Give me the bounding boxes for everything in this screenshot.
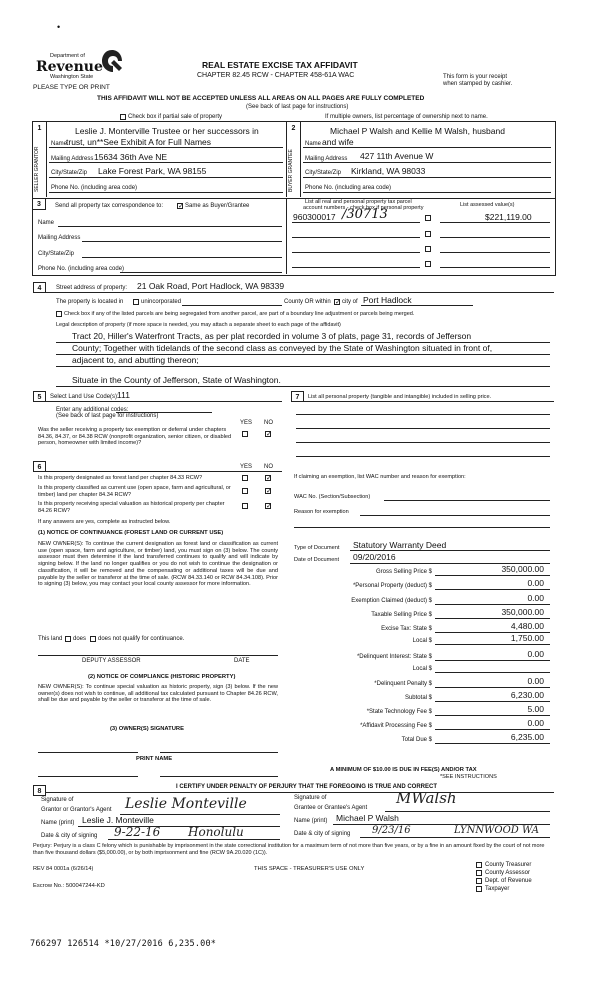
parcel-rule-3: [292, 252, 420, 253]
grantor-name-label: Name (print): [41, 820, 75, 826]
copy-taxpayer-checkbox[interactable]: [476, 886, 482, 892]
owner-signature-label: (3) OWNER(S) SIGNATURE: [110, 726, 184, 732]
copy-county-assessor-label: County Assessor: [485, 870, 531, 876]
notice-2-title: (2) NOTICE OF COMPLIANCE (HISTORIC PROPERTY): [88, 674, 236, 680]
legal-line-3: adjacent to, and abutting thereon;: [72, 355, 199, 365]
section-5-rule: [46, 401, 282, 402]
grantor-date: 9-22-16: [114, 825, 161, 839]
grantor-date-label: Date & city of signing: [41, 833, 98, 839]
exemption-deduct-label: Exemption Claimed (deduct) $: [351, 598, 432, 604]
seller-side-rule: [46, 121, 47, 197]
land-does-not-checkbox[interactable]: [90, 636, 96, 642]
within-city-checkbox[interactable]: ✓: [335, 299, 341, 306]
parcel-rule-2: [292, 237, 420, 238]
s5-yes-label: YES: [240, 420, 253, 426]
interest-state-label: *Delinquent Interest: State $: [356, 654, 432, 660]
legal-label: Legal description of property (if more space is needed, you may attach a separate sheet to each page of the affidavit): [56, 322, 341, 328]
grantor-signature: Leslie Monteville: [125, 796, 247, 812]
s6-q1: Is this property designated as forest land per chapter 84.33 RCW?: [38, 475, 203, 481]
s6-q2-yes-checkbox[interactable]: [242, 488, 248, 494]
buyer-side-label: BUYER GRANTEE: [288, 149, 294, 192]
seller-city-rule: [49, 177, 283, 178]
land-does-checkbox[interactable]: [65, 636, 71, 642]
buyer-phone-label: Phone No. (including area code): [305, 185, 392, 191]
parcel-4-personal-checkbox[interactable]: [425, 261, 431, 267]
segregation-checkbox[interactable]: [56, 311, 62, 317]
see-back-text: (See back of last page for instructions): [246, 104, 349, 110]
s5-no-checkbox[interactable]: ✓: [266, 431, 272, 438]
deputy-date-label: DATE: [234, 658, 250, 664]
seller-mailing-rule: [49, 162, 283, 163]
minimum-fee-notice: A MINIMUM OF $10.00 IS DUE IN FEE(S) AND/OR TAX: [330, 767, 477, 773]
s3-phone-label: Phone No. (including area code): [38, 266, 125, 272]
street-address: 21 Oak Road, Port Hadlock, WA 98339: [137, 281, 285, 291]
perjury-notice: Perjury: Perjury is a class C felony which is punishable by imprisonment in the state correctional institution for a maximum term of not more than five years, or by a fine in an amount fixed by the court of not more than five thousand dollars ($5,000.00), or by both imprisonment and fine (RCW 9A.20.020 (1C)).: [33, 843, 545, 856]
unincorporated-label: unincorporated: [141, 299, 182, 305]
form-title: REAL ESTATE EXCISE TAX AFFIDAVIT: [202, 60, 358, 70]
grantee-date-label: Date & city of signing: [294, 831, 351, 837]
legal-line-4: Situate in the County of Jefferson, State of Washington.: [72, 375, 281, 385]
grantee-city: LYNNWOOD WA: [454, 825, 539, 836]
parcel-number: 960300017: [293, 212, 336, 222]
exemption-deduct-rule: [435, 604, 550, 605]
doc-type: Statutory Warranty Deed: [353, 540, 447, 550]
section-3-divider: [286, 198, 287, 274]
buyer-mailing-label: Mailing Address: [305, 156, 348, 162]
excise-state-label: Excise Tax: State $: [381, 626, 432, 632]
city-of-label: city of: [342, 299, 358, 305]
multiple-owners-note: If multiple owners, list percentage of ownership next to name.: [325, 114, 488, 120]
assessed-rule-4: [440, 267, 550, 268]
deputy-assessor-rule: [38, 655, 278, 656]
s6-q1-yes-checkbox[interactable]: [242, 475, 248, 481]
wac-rule: [384, 500, 550, 501]
legal-rule-2: [56, 354, 550, 355]
interest-state-value: 0.00: [527, 649, 544, 659]
parcel-rule-1: [292, 222, 420, 223]
county-label: County OR within: [284, 299, 331, 305]
buyer-city-label: City/State/Zip: [305, 170, 342, 176]
dept-name: Revenue: [36, 59, 103, 75]
grantor-name: Leslie J. Monteville: [82, 815, 154, 825]
s3-city-rule: [82, 257, 282, 258]
warning-text: THIS AFFIDAVIT WILL NOT BE ACCEPTED UNLESS ALL AREAS ON ALL PAGES ARE FULLY COMPLETED: [97, 95, 425, 102]
legal-line-2: County; Together with tidelands of the second class as conveyed by the State of Washington situated in front of,: [72, 343, 493, 353]
s3-mailing-label: Mailing Address: [38, 235, 81, 241]
form-revision: REV 84 0001a (6/26/14): [33, 866, 94, 872]
located-label: The property is located in: [56, 299, 124, 305]
partial-sale-checkbox[interactable]: [120, 114, 126, 120]
interest-state-rule: [435, 660, 550, 661]
s6-q2-no-checkbox[interactable]: ✓: [266, 488, 272, 495]
unincorporated-checkbox[interactable]: [133, 299, 139, 305]
doc-type-label: Type of Document: [294, 545, 340, 551]
receipt-line-1: This form is your receipt: [443, 74, 508, 80]
seller-city: Lake Forest Park, WA 98155: [98, 166, 207, 176]
copy-county-assessor-checkbox[interactable]: [476, 870, 482, 876]
legal-line-1: Tract 20, Hiller's Waterfront Tracts, as per plat recorded in volume 3 of plats, page 31, records of Jefferson: [72, 331, 472, 341]
land-does-label: does: [73, 636, 87, 642]
section-6-number: 6: [33, 461, 46, 472]
legal-rule-1: [56, 342, 550, 343]
taxable-price-rule: [435, 618, 550, 619]
section-4-number: 4: [33, 282, 46, 293]
certify-statement: I CERTIFY UNDER PENALTY OF PERJURY THAT THE FOREGOING IS TRUE AND CORRECT: [176, 784, 438, 790]
personal-rule-3: [296, 442, 550, 443]
s6-yes-label: YES: [240, 464, 253, 470]
buyer-mailing: 427 11th Avenue W: [360, 151, 434, 161]
city-rule: [361, 305, 473, 306]
section-7-rule: [304, 401, 554, 402]
land-use-label: Select Land Use Code(s):: [50, 394, 119, 400]
excise-local-label: Local $: [412, 638, 432, 644]
legal-rule-4: [56, 386, 550, 387]
total-due-label: Total Due $: [401, 737, 432, 743]
legal-rule-3: [56, 366, 550, 367]
grantee-name-label: Name (print): [294, 818, 328, 824]
subtotal-rule: [435, 701, 550, 702]
section-8-rule: [46, 792, 554, 793]
interest-local-rule: [435, 672, 550, 673]
taxable-price-value: 350,000.00: [501, 607, 544, 617]
form-chapter: CHAPTER 82.45 RCW - CHAPTER 458-61A WAC: [197, 72, 355, 79]
owner-signature-rule-a: [38, 752, 138, 753]
dept-top: Department of: [50, 53, 85, 59]
s6-q3: Is this property receiving special valuation as historical property per chapter 84.26 RCW?: [38, 501, 225, 514]
personal-rule-2: [296, 428, 550, 429]
reason-rule-1: [360, 515, 550, 516]
same-as-buyer-label: Same as Buyer/Grantee: [185, 203, 250, 209]
parcel-1-personal-checkbox[interactable]: [425, 215, 431, 221]
section-2-number: 2: [291, 125, 296, 132]
excise-local-rule: [435, 644, 550, 645]
parcel-handwritten-note: /30713: [342, 207, 388, 222]
land-use-code: 111: [117, 390, 130, 400]
seller-phone-label: Phone No. (including area code): [51, 185, 138, 191]
assessed-value: $221,119.00: [485, 212, 532, 222]
grantee-signature-rule: [385, 811, 550, 812]
owner-signature-rule-b: [160, 752, 278, 753]
print-name-rule-a: [38, 776, 138, 777]
additional-codes-label: Enter any additional codes:: [56, 407, 129, 413]
notice-1-text: NEW OWNER(S): To continue the current designation as forest land or classification as current use (open space, farm and agriculture, or timber) land, you must sign on (3) below. The county assessor must then determine if the land transferred continues to qualify and will indicate by signing below. If the land no longer qualifies or you do not wish to continue the designation or classification, it will be removed and the compensating or additional taxes will be due and payable by the seller or transferor at the time of sale. (RCW 84.33.140 or RCW 84.34.108). Prior to signing (3) below, you may contact your local county assessor for more information.: [38, 541, 278, 588]
s3-name-label: Name: [38, 220, 55, 226]
assessed-rule-3: [440, 252, 550, 253]
copy-dept-revenue-label: Dept. of Revenue: [485, 878, 532, 884]
seller-name-rule: [49, 147, 283, 148]
gross-price-value: 350,000.00: [501, 564, 544, 574]
buyer-side-rule: [300, 121, 301, 197]
parcel-2-personal-checkbox[interactable]: [425, 231, 431, 237]
exemption-label: If claiming an exemption, list WAC number and reason for exemption:: [294, 474, 466, 480]
land-does-not-label: does not qualify for continuance.: [98, 636, 185, 642]
grantee-agent-label: Grantee or Grantee's Agent: [294, 805, 368, 811]
section-8-number: 8: [33, 785, 46, 796]
grantee-name: Michael P Walsh: [336, 813, 399, 823]
send-correspondence-label: Send all property tax correspondence to:: [55, 203, 164, 209]
seller-name-line-2: trust, un**See Exhibit A for Full Names: [66, 137, 212, 147]
grantee-date: 9/23/16: [372, 825, 411, 836]
s6-note: If any answers are yes, complete as instructed below.: [38, 519, 171, 525]
please-type: PLEASE TYPE OR PRINT: [33, 84, 110, 91]
gross-price-label: Gross Selling Price $: [375, 569, 432, 575]
penalty-rule: [435, 687, 550, 688]
grantor-name-rule: [78, 826, 280, 827]
copy-county-treasurer-label: County Treasurer: [485, 862, 532, 868]
penalty-value: 0.00: [527, 676, 544, 686]
processing-fee-rule: [435, 729, 550, 730]
section-5-number: 5: [33, 391, 46, 402]
doc-date-label: Date of Document: [294, 557, 340, 563]
notice-1-title: (1) NOTICE OF CONTINUANCE (FOREST LAND OR CURRENT USE): [38, 530, 224, 536]
s6-q2: Is this property classified as current use (open space, farm and agricultural, or timber) land per chapter 84.34 RCW?: [38, 485, 231, 498]
grantor-date-rule: [108, 839, 280, 840]
grantor-city: Honolulu: [188, 825, 244, 839]
gross-price-rule: [435, 575, 550, 576]
street-label: Street address of property:: [56, 285, 128, 291]
copy-dept-revenue-checkbox[interactable]: [476, 878, 482, 884]
section-1-number: 1: [37, 125, 42, 132]
subtotal-label: Subtotal $: [404, 695, 432, 701]
seller-side-label: SELLER GRANTOR: [34, 146, 40, 192]
taxable-price-label: Taxable Selling Price $: [371, 612, 432, 618]
s5-yes-checkbox[interactable]: [242, 431, 248, 437]
print-name-rule-b: [160, 776, 278, 777]
revenue-logo-icon: [100, 48, 124, 74]
grantor-sig-label: Signature of: [41, 797, 74, 803]
s3-phone-rule: [120, 272, 282, 273]
this-land-label: This land: [38, 636, 63, 642]
partial-sale-label: Check box if partial sale of property: [128, 114, 223, 120]
s3-name-rule: [58, 226, 282, 227]
cashier-stamp: 766297 126514 *10/27/2016 6,235.00*: [30, 939, 217, 949]
s3-city-label: City/State/Zip: [38, 251, 75, 257]
reason-label: Reason for exemption: [294, 509, 349, 515]
buyer-name-rule: [303, 147, 551, 148]
penalty-label: *Delinquent Penalty $: [374, 681, 432, 687]
s3-mailing-rule: [82, 241, 282, 242]
wac-label: WAC No. (Section/Subsection): [294, 494, 371, 500]
exemption-deduct-value: 0.00: [527, 593, 544, 603]
seller-name-label: Name: [51, 141, 68, 147]
buyer-mailing-rule: [303, 162, 551, 163]
section-6-rule: [46, 471, 282, 472]
deputy-assessor-label: DEPUTY ASSESSOR: [82, 658, 141, 664]
s6-q3-no-checkbox[interactable]: ✓: [266, 503, 272, 510]
personal-rule-1: [296, 414, 550, 415]
doc-type-rule: [350, 550, 550, 551]
excise-state-value: 4,480.00: [510, 621, 544, 631]
grantee-sig-label: Signature of: [294, 795, 327, 801]
doc-date: 09/20/2016: [353, 552, 396, 562]
assessed-rule-2: [440, 237, 550, 238]
tech-fee-rule: [435, 715, 550, 716]
segregation-text: Check box if any of the listed parcels are being segregated from another parcel, are part of a boundary line adjustment or parcels being merged.: [64, 311, 415, 317]
seller-name-line-1: Leslie J. Monterville Trustee or her successors in: [75, 126, 259, 136]
grantee-signature: MWalsh: [396, 789, 457, 807]
processing-fee-label: *Affidavit Processing Fee $: [360, 723, 432, 729]
s5-question: Was the seller receiving a property tax exemption or deferral under chapters 84.36, 84.37, or 84.38 RCW (nonprofit organization, senior citizen, or disabled person, homeowner with limited income)?: [38, 427, 232, 447]
parcel-header-1: List all real and personal property tax parcel: [305, 199, 412, 205]
assessed-header: List assessed value(s): [460, 202, 515, 208]
tech-fee-value: 5.00: [527, 704, 544, 714]
grantee-date-rule: [360, 837, 550, 838]
print-name-label: PRINT NAME: [136, 756, 173, 762]
property-city: Port Hadlock: [363, 295, 412, 305]
buyer-city: Kirkland, WA 98033: [351, 166, 426, 176]
excise-local-value: 1,750.00: [510, 633, 544, 643]
personal-deduct-label: *Personal Property (deduct) $: [352, 583, 432, 589]
treasurer-use-label: THIS SPACE - TREASURER'S USE ONLY: [254, 866, 365, 872]
seller-mailing: 15634 36th Ave NE: [94, 152, 168, 162]
processing-fee-value: 0.00: [527, 718, 544, 728]
interest-local-label: Local $: [412, 666, 432, 672]
same-as-buyer-checkbox[interactable]: ✓: [178, 203, 184, 210]
section-4-rule: [46, 292, 554, 293]
see-instructions-note: *SEE INSTRUCTIONS: [440, 774, 497, 780]
parcel-rule-4: [292, 267, 420, 268]
dept-state: Washington State: [50, 74, 94, 80]
seller-phone-rule: [49, 192, 283, 193]
copy-county-treasurer-checkbox[interactable]: [476, 862, 482, 868]
buyer-name-line-1: Michael P Walsh and Kellie M Walsh, husband: [330, 126, 505, 136]
personal-deduct-value: 0.00: [527, 578, 544, 588]
seller-city-label: City/State/Zip: [51, 170, 88, 176]
notice-2-text: NEW OWNER(S): To continue special valuation as historic property, sign (3) below. If the new owner(s) does not wish to continue, all additional tax calculated pursuant to Chapter 84.26 RCW, shall be due and payable by the seller or transferor at the time of sale.: [38, 684, 278, 704]
escrow-number: Escrow No.: 500047244-KD: [33, 883, 105, 889]
seller-mailing-label: Mailing Address: [51, 156, 94, 162]
s5-no-label: NO: [264, 420, 273, 426]
parcel-3-personal-checkbox[interactable]: [425, 246, 431, 252]
buyer-name-line-2: and wife: [322, 137, 354, 147]
tech-fee-label: *State Technology Fee $: [366, 709, 432, 715]
parcel-header-2: account numbers - check box if personal property: [303, 205, 424, 211]
personal-rule-4: [296, 456, 550, 457]
scan-mark: •: [57, 22, 61, 32]
section-3-number: 3: [33, 199, 46, 210]
buyer-name-label: Name: [305, 141, 322, 147]
s6-no-label: NO: [264, 464, 273, 470]
subtotal-value: 6,230.00: [510, 690, 544, 700]
personal-deduct-rule: [435, 589, 550, 590]
buyer-city-rule: [303, 177, 551, 178]
assessed-rule-1: [440, 222, 550, 223]
county-rule: [182, 305, 282, 306]
personal-property-label: List all personal property (tangible and intangible) included in selling price.: [308, 394, 492, 400]
s6-q1-no-checkbox[interactable]: ✓: [266, 475, 272, 482]
reason-rule-2: [294, 527, 550, 528]
buyer-phone-rule: [303, 192, 551, 193]
section-7-number: 7: [291, 391, 304, 402]
copy-taxpayer-label: Taxpayer: [485, 886, 510, 892]
s6-q3-yes-checkbox[interactable]: [242, 503, 248, 509]
total-due-rule: [435, 743, 550, 744]
grantor-agent-label: Grantor or Grantor's Agent: [41, 807, 112, 813]
additional-codes-sub: (See back of last page for instructions): [56, 413, 159, 419]
receipt-line-2: when stamped by cashier.: [443, 81, 513, 87]
total-due-value: 6,235.00: [510, 732, 544, 742]
